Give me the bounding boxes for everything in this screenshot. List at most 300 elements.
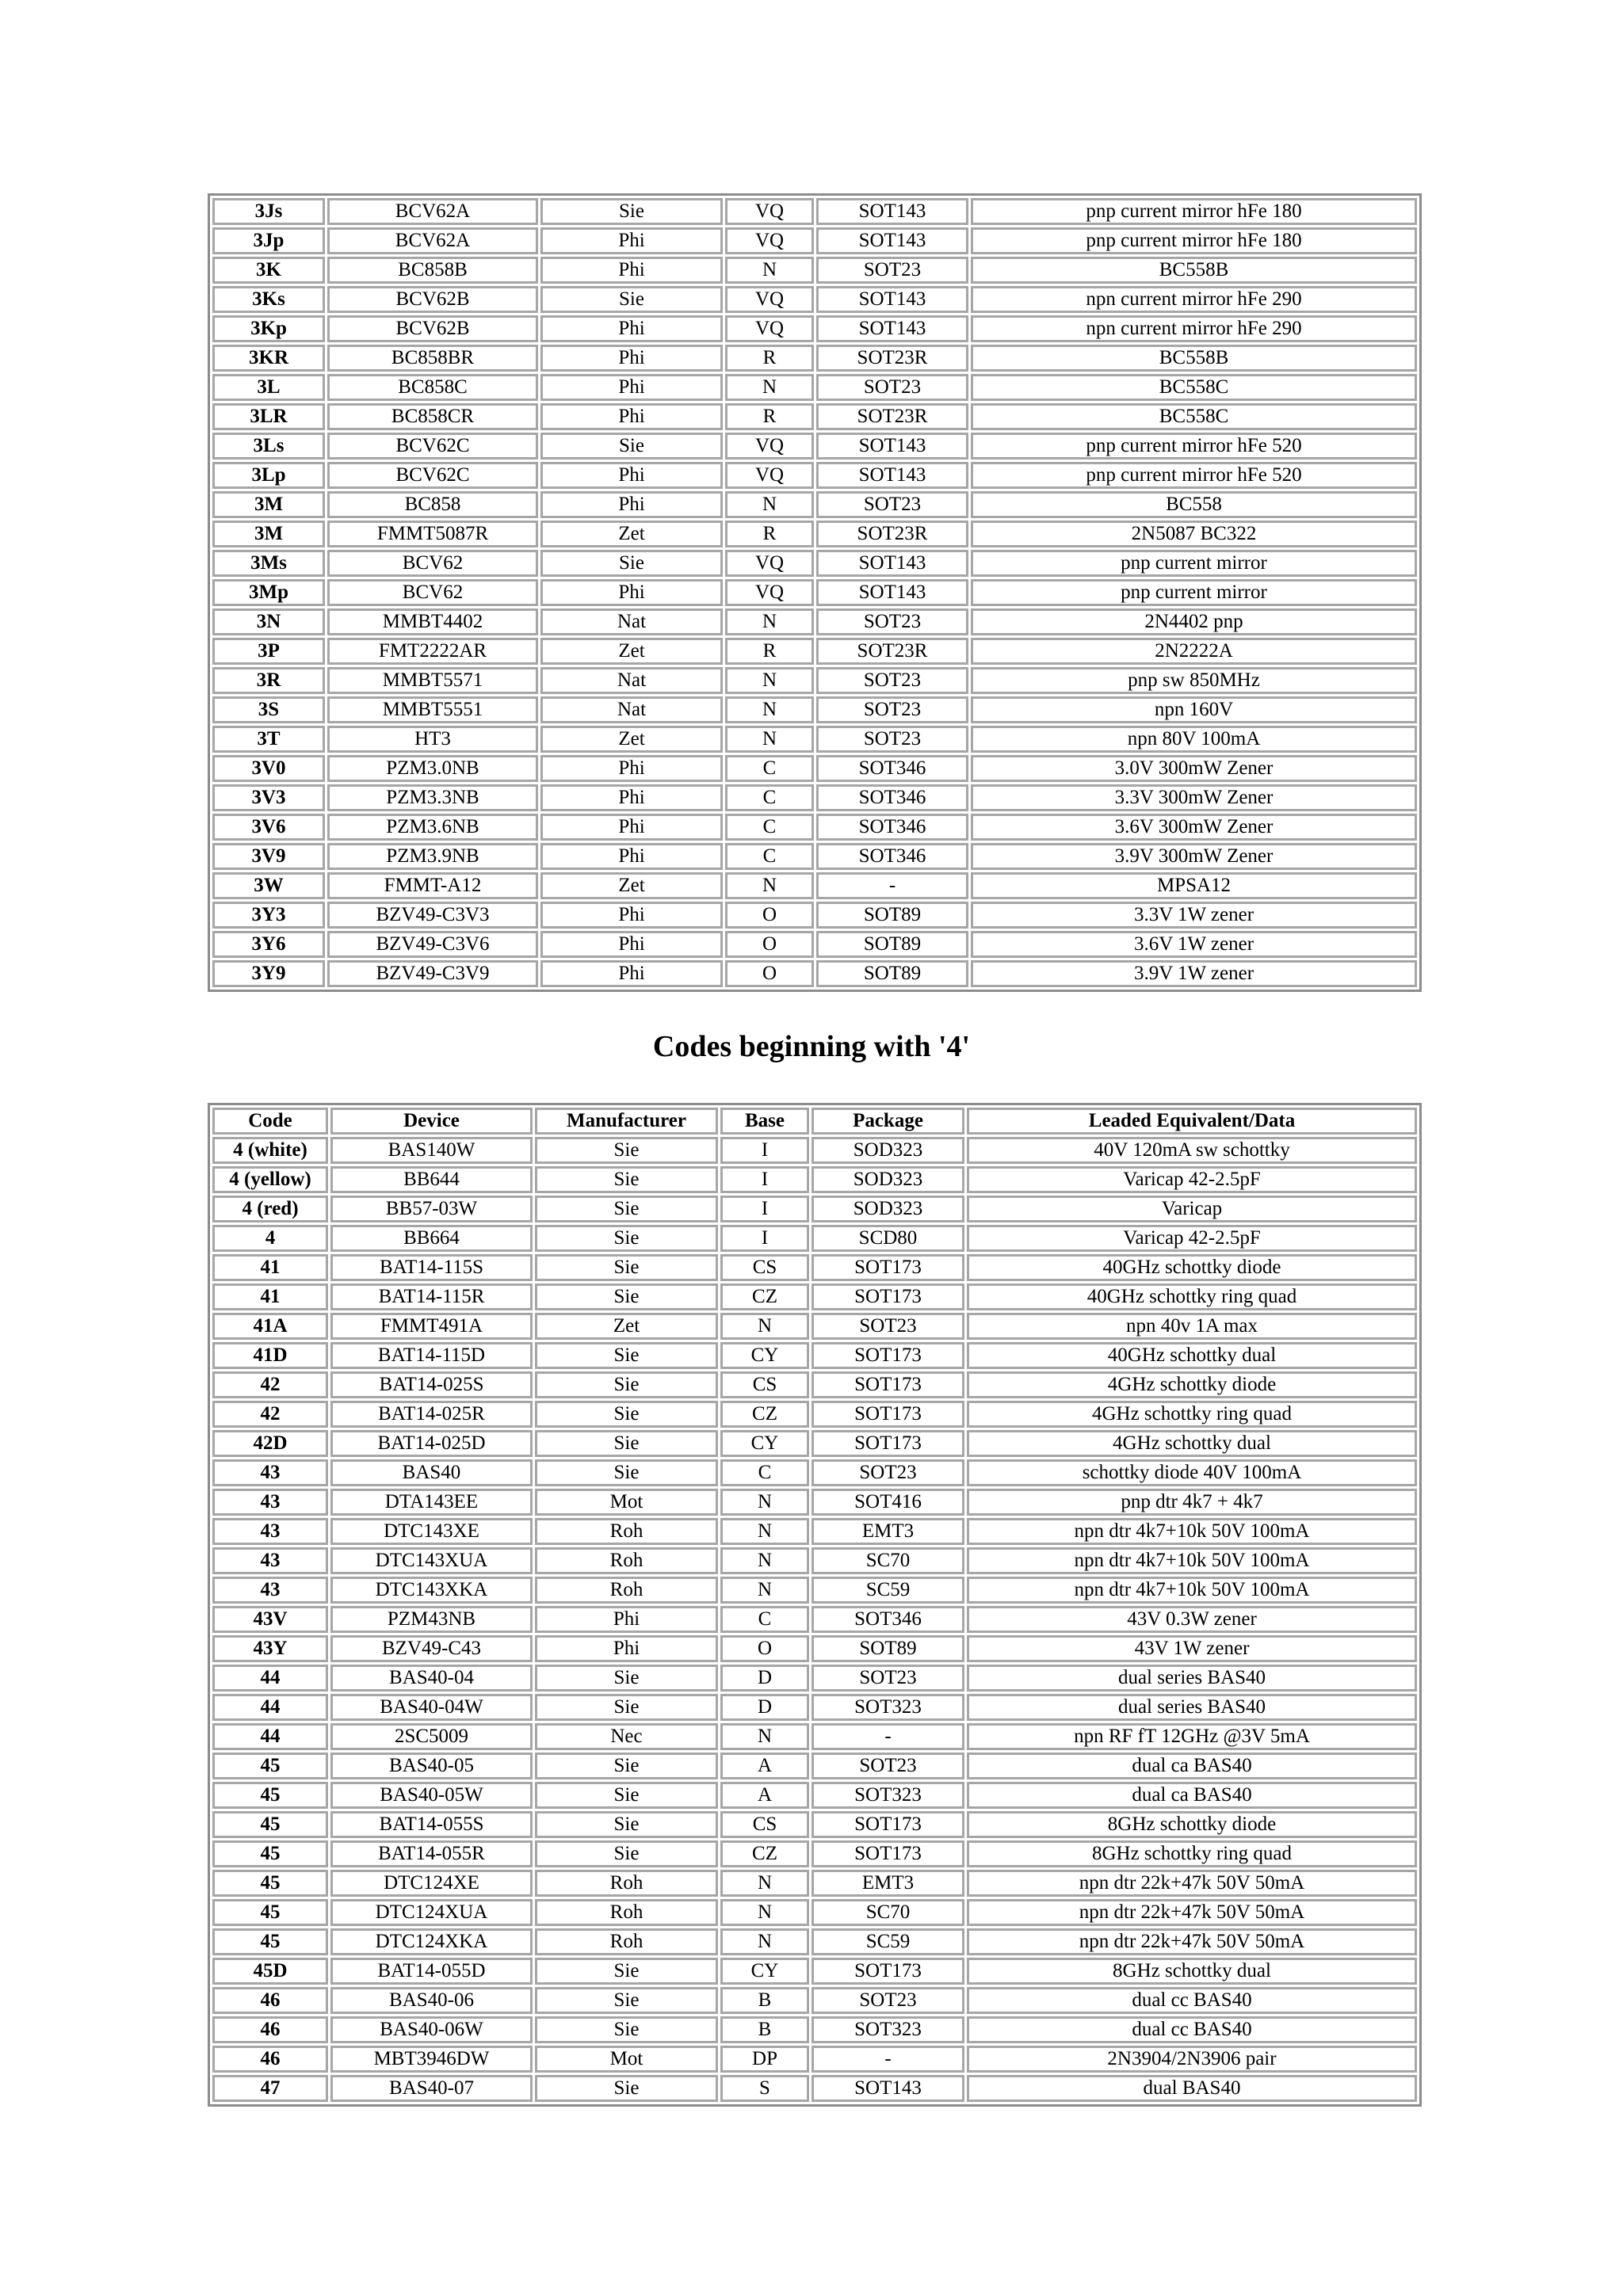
code-cell: 3Ms [212, 550, 325, 577]
code-cell: 45 [212, 1928, 328, 1955]
table-row [212, 608, 1417, 635]
base-cell: I [720, 1225, 809, 1252]
code-cell: 3Mp [212, 579, 325, 606]
table-row [212, 814, 1417, 841]
base-cell: O [725, 960, 814, 987]
package-cell: SOT89 [816, 960, 968, 987]
device-cell: DTA143EE [330, 1489, 533, 1516]
code-cell: 41 [212, 1283, 328, 1310]
package-cell: SOT416 [812, 1489, 964, 1516]
device-cell: BAS40-06 [330, 1987, 533, 2014]
package-cell: SOT173 [812, 1254, 964, 1281]
table-row [212, 286, 1417, 313]
package-cell: SOT143 [816, 315, 968, 342]
package-cell: SOT23 [816, 374, 968, 401]
table-row [212, 667, 1417, 694]
package-cell: SOT143 [816, 198, 968, 225]
leaded-equivalent-cell: 2N5087 BC322 [971, 521, 1417, 547]
device-cell: DTC143XE [330, 1518, 533, 1545]
base-cell: R [725, 403, 814, 430]
manufacturer-cell: Sie [535, 1371, 718, 1398]
base-cell: CZ [720, 1401, 809, 1428]
manufacturer-cell: Sie [540, 198, 723, 225]
table-row [212, 1723, 1417, 1750]
manufacturer-cell: Roh [535, 1870, 718, 1897]
base-cell: N [725, 696, 814, 723]
device-cell: BAS40-04 [330, 1665, 533, 1691]
table-row [212, 315, 1417, 342]
codes-table-4 [208, 1103, 1422, 2107]
leaded-equivalent-cell: npn dtr 22k+47k 50V 50mA [967, 1870, 1417, 1897]
device-cell: FMMT491A [330, 1313, 533, 1340]
table-row [212, 198, 1417, 225]
package-cell: SOT346 [816, 814, 968, 841]
package-cell: SOT173 [812, 1430, 964, 1457]
table-row [212, 1811, 1417, 1838]
base-cell: N [725, 667, 814, 694]
code-cell: 46 [212, 2016, 328, 2043]
package-cell: SOT89 [816, 931, 968, 958]
leaded-equivalent-cell: dual BAS40 [967, 2075, 1417, 2102]
manufacturer-cell: Mot [535, 1489, 718, 1516]
base-cell: CZ [720, 1283, 809, 1310]
code-cell: 44 [212, 1694, 328, 1721]
table-row [212, 1430, 1417, 1457]
package-cell: SOT23 [812, 1313, 964, 1340]
code-cell: 46 [212, 1987, 328, 2014]
table-row [212, 1401, 1417, 1428]
package-cell: SOT143 [816, 462, 968, 489]
code-cell: 41A [212, 1313, 328, 1340]
package-cell: SC59 [812, 1928, 964, 1955]
base-cell: R [725, 345, 814, 372]
manufacturer-cell: Sie [535, 1694, 718, 1721]
leaded-equivalent-cell: BC558 [971, 491, 1417, 518]
code-cell: 3Y9 [212, 960, 325, 987]
device-cell: BB664 [330, 1225, 533, 1252]
package-cell: SOT143 [816, 227, 968, 254]
leaded-equivalent-cell: BC558B [971, 345, 1417, 372]
table-header [212, 1108, 1417, 1135]
code-cell: 3Ks [212, 286, 325, 313]
manufacturer-cell: Nat [540, 696, 723, 723]
column-header-package: Package [812, 1108, 964, 1135]
device-cell: BAS140W [330, 1137, 533, 1164]
code-cell: 3Ls [212, 433, 325, 460]
manufacturer-cell: Sie [540, 433, 723, 460]
table-header-row [212, 1108, 1417, 1135]
leaded-equivalent-cell: npn 40v 1A max [967, 1313, 1417, 1340]
package-cell: SOT89 [816, 902, 968, 929]
manufacturer-cell: Sie [535, 1254, 718, 1281]
code-cell: 45 [212, 1840, 328, 1867]
code-cell: 3KR [212, 345, 325, 372]
manufacturer-cell: Zet [540, 521, 723, 547]
device-cell: BAT14-025S [330, 1371, 533, 1398]
code-cell: 3Y6 [212, 931, 325, 958]
base-cell: C [725, 755, 814, 782]
leaded-equivalent-cell: Varicap [967, 1196, 1417, 1222]
table-row [212, 403, 1417, 430]
leaded-equivalent-cell: pnp current mirror [971, 579, 1417, 606]
leaded-equivalent-cell: 40GHz schottky dual [967, 1342, 1417, 1369]
code-cell: 44 [212, 1723, 328, 1750]
device-cell: BB644 [330, 1166, 533, 1193]
base-cell: N [720, 1489, 809, 1516]
table-row [212, 960, 1417, 987]
table-row [212, 1577, 1417, 1604]
base-cell: N [725, 726, 814, 753]
base-cell: C [725, 814, 814, 841]
code-cell: 3S [212, 696, 325, 723]
leaded-equivalent-cell: 4GHz schottky diode [967, 1371, 1417, 1398]
leaded-equivalent-cell: 8GHz schottky diode [967, 1811, 1417, 1838]
base-cell: VQ [725, 198, 814, 225]
base-cell: N [720, 1577, 809, 1604]
device-cell: MMBT5571 [327, 667, 538, 694]
package-cell: SC70 [812, 1899, 964, 1926]
leaded-equivalent-cell: 43V 1W zener [967, 1635, 1417, 1662]
code-cell: 43 [212, 1459, 328, 1486]
base-cell: VQ [725, 315, 814, 342]
table-row [212, 579, 1417, 606]
device-cell: BC858B [327, 257, 538, 284]
manufacturer-cell: Roh [535, 1547, 718, 1574]
manufacturer-cell: Sie [535, 2075, 718, 2102]
table-row [212, 1196, 1417, 1222]
base-cell: O [725, 902, 814, 929]
leaded-equivalent-cell: dual cc BAS40 [967, 1987, 1417, 2014]
table-row [212, 1518, 1417, 1545]
package-cell: SOT23R [816, 403, 968, 430]
table-row [212, 931, 1417, 958]
leaded-equivalent-cell: pnp sw 850MHz [971, 667, 1417, 694]
device-cell: FMMT5087R [327, 521, 538, 547]
table-row [212, 726, 1417, 753]
table-row [212, 1342, 1417, 1369]
device-cell: BAS40-04W [330, 1694, 533, 1721]
device-cell: PZM3.6NB [327, 814, 538, 841]
manufacturer-cell: Zet [540, 872, 723, 899]
table-row [212, 755, 1417, 782]
table-row [212, 1313, 1417, 1340]
base-cell: N [725, 257, 814, 284]
base-cell: CS [720, 1371, 809, 1398]
manufacturer-cell: Sie [535, 1753, 718, 1779]
table-row [212, 2016, 1417, 2043]
base-cell: N [720, 1723, 809, 1750]
code-cell: 3V9 [212, 843, 325, 870]
base-cell: CZ [720, 1840, 809, 1867]
package-cell: SOT23 [816, 608, 968, 635]
manufacturer-cell: Phi [540, 960, 723, 987]
leaded-equivalent-cell: dual ca BAS40 [967, 1782, 1417, 1809]
base-cell: I [720, 1166, 809, 1193]
code-cell: 43 [212, 1577, 328, 1604]
package-cell: SOT143 [816, 286, 968, 313]
base-cell: N [720, 1928, 809, 1955]
code-cell: 3Js [212, 198, 325, 225]
package-cell: SCD80 [812, 1225, 964, 1252]
code-cell: 3M [212, 491, 325, 518]
table-row [212, 462, 1417, 489]
device-cell: BAT14-115S [330, 1254, 533, 1281]
code-cell: 42 [212, 1401, 328, 1428]
leaded-equivalent-cell: npn dtr 22k+47k 50V 50mA [967, 1899, 1417, 1926]
leaded-equivalent-cell: pnp current mirror hFe 520 [971, 462, 1417, 489]
package-cell: SOT323 [812, 1694, 964, 1721]
manufacturer-cell: Sie [535, 1782, 718, 1809]
manufacturer-cell: Phi [540, 755, 723, 782]
manufacturer-cell: Phi [540, 814, 723, 841]
codes-table-4-body [212, 1137, 1417, 2102]
package-cell: SOT323 [812, 2016, 964, 2043]
base-cell: N [720, 1313, 809, 1340]
manufacturer-cell: Sie [535, 1840, 718, 1867]
package-cell: SOT89 [812, 1635, 964, 1662]
table-row [212, 1782, 1417, 1809]
manufacturer-cell: Sie [535, 1665, 718, 1691]
table-row [212, 1371, 1417, 1398]
manufacturer-cell: Sie [540, 286, 723, 313]
leaded-equivalent-cell: 3.0V 300mW Zener [971, 755, 1417, 782]
base-cell: C [725, 843, 814, 870]
package-cell: SOD323 [812, 1166, 964, 1193]
code-cell: 4 (red) [212, 1196, 328, 1222]
table-row [212, 521, 1417, 547]
leaded-equivalent-cell: pnp current mirror hFe 180 [971, 227, 1417, 254]
leaded-equivalent-cell: 40V 120mA sw schottky [967, 1137, 1417, 1164]
table-row [212, 638, 1417, 665]
leaded-equivalent-cell: Varicap 42-2.5pF [967, 1166, 1417, 1193]
table-row [212, 1459, 1417, 1486]
manufacturer-cell: Phi [540, 227, 723, 254]
device-cell: BCV62C [327, 462, 538, 489]
base-cell: N [720, 1870, 809, 1897]
code-cell: 3V3 [212, 784, 325, 811]
package-cell: SC59 [812, 1577, 964, 1604]
package-cell: SOT346 [816, 784, 968, 811]
code-cell: 45 [212, 1782, 328, 1809]
table-row [212, 374, 1417, 401]
table-row [212, 1137, 1417, 1164]
leaded-equivalent-cell: dual ca BAS40 [967, 1753, 1417, 1779]
device-cell: PZM3.3NB [327, 784, 538, 811]
table-row [212, 1283, 1417, 1310]
code-cell: 3Lp [212, 462, 325, 489]
leaded-equivalent-cell: 2N3904/2N3906 pair [967, 2046, 1417, 2073]
code-cell: 3Y3 [212, 902, 325, 929]
package-cell: SOT23 [812, 1665, 964, 1691]
device-cell: DTC143XKA [330, 1577, 533, 1604]
code-cell: 4 (white) [212, 1137, 328, 1164]
code-cell: 46 [212, 2046, 328, 2073]
code-cell: 47 [212, 2075, 328, 2102]
base-cell: VQ [725, 227, 814, 254]
manufacturer-cell: Roh [535, 1518, 718, 1545]
device-cell: BCV62 [327, 550, 538, 577]
device-cell: BZV49-C43 [330, 1635, 533, 1662]
leaded-equivalent-cell: MPSA12 [971, 872, 1417, 899]
package-cell: SOT346 [812, 1606, 964, 1633]
leaded-equivalent-cell: 43V 0.3W zener [967, 1606, 1417, 1633]
device-cell: 2SC5009 [330, 1723, 533, 1750]
leaded-equivalent-cell: dual series BAS40 [967, 1665, 1417, 1691]
device-cell: MMBT5551 [327, 696, 538, 723]
base-cell: CS [720, 1254, 809, 1281]
manufacturer-cell: Phi [540, 902, 723, 929]
leaded-equivalent-cell: 4GHz schottky dual [967, 1430, 1417, 1457]
base-cell: C [725, 784, 814, 811]
base-cell: CY [720, 1430, 809, 1457]
code-cell: 3T [212, 726, 325, 753]
package-cell: SOT323 [812, 1782, 964, 1809]
base-cell: VQ [725, 550, 814, 577]
base-cell: C [720, 1606, 809, 1633]
manufacturer-cell: Sie [535, 1987, 718, 2014]
column-header-leaded-equivalent: Leaded Equivalent/Data [967, 1108, 1417, 1135]
package-cell: SOT173 [812, 1342, 964, 1369]
table-row [212, 1489, 1417, 1516]
device-cell: MMBT4402 [327, 608, 538, 635]
leaded-equivalent-cell: npn 160V [971, 696, 1417, 723]
manufacturer-cell: Phi [540, 462, 723, 489]
leaded-equivalent-cell: 3.6V 1W zener [971, 931, 1417, 958]
package-cell: SOT23 [812, 1459, 964, 1486]
leaded-equivalent-cell: pnp current mirror [971, 550, 1417, 577]
base-cell: B [720, 1987, 809, 2014]
package-cell: SC70 [812, 1547, 964, 1574]
device-cell: BC858 [327, 491, 538, 518]
base-cell: D [720, 1665, 809, 1691]
code-cell: 3N [212, 608, 325, 635]
leaded-equivalent-cell: npn 80V 100mA [971, 726, 1417, 753]
table-row [212, 1665, 1417, 1691]
table-row [212, 843, 1417, 870]
leaded-equivalent-cell: Varicap 42-2.5pF [967, 1225, 1417, 1252]
base-cell: VQ [725, 433, 814, 460]
device-cell: BAS40-05W [330, 1782, 533, 1809]
manufacturer-cell: Nat [540, 608, 723, 635]
device-cell: FMT2222AR [327, 638, 538, 665]
package-cell: SOT173 [812, 1283, 964, 1310]
table-row [212, 550, 1417, 577]
device-cell: BAT14-055R [330, 1840, 533, 1867]
package-cell: SOT143 [816, 550, 968, 577]
table-row [212, 2046, 1417, 2073]
package-cell: SOT346 [816, 843, 968, 870]
table-row [212, 696, 1417, 723]
manufacturer-cell: Sie [535, 1958, 718, 1985]
package-cell: SOT23R [816, 638, 968, 665]
manufacturer-cell: Zet [540, 638, 723, 665]
code-cell: 41 [212, 1254, 328, 1281]
package-cell: SOT23 [816, 257, 968, 284]
package-cell: SOT23 [816, 491, 968, 518]
manufacturer-cell: Sie [535, 2016, 718, 2043]
leaded-equivalent-cell: 3.9V 1W zener [971, 960, 1417, 987]
leaded-equivalent-cell: 40GHz schottky ring quad [967, 1283, 1417, 1310]
device-cell: DTC124XKA [330, 1928, 533, 1955]
package-cell: - [816, 872, 968, 899]
code-cell: 41D [212, 1342, 328, 1369]
leaded-equivalent-cell: pnp current mirror hFe 520 [971, 433, 1417, 460]
device-cell: BZV49-C3V6 [327, 931, 538, 958]
leaded-equivalent-cell: npn current mirror hFe 290 [971, 315, 1417, 342]
leaded-equivalent-cell: 8GHz schottky dual [967, 1958, 1417, 1985]
manufacturer-cell: Phi [540, 931, 723, 958]
package-cell: SOT23 [816, 696, 968, 723]
code-cell: 3L [212, 374, 325, 401]
table-row [212, 1635, 1417, 1662]
package-cell: SOT23R [816, 345, 968, 372]
leaded-equivalent-cell: schottky diode 40V 100mA [967, 1459, 1417, 1486]
manufacturer-cell: Zet [535, 1313, 718, 1340]
leaded-equivalent-cell: 8GHz schottky ring quad [967, 1840, 1417, 1867]
device-cell: BB57-03W [330, 1196, 533, 1222]
manufacturer-cell: Phi [535, 1635, 718, 1662]
code-cell: 3M [212, 521, 325, 547]
base-cell: N [725, 491, 814, 518]
base-cell: VQ [725, 286, 814, 313]
manufacturer-cell: Sie [535, 1401, 718, 1428]
device-cell: BC858BR [327, 345, 538, 372]
leaded-equivalent-cell: 4GHz schottky ring quad [967, 1401, 1417, 1428]
manufacturer-cell: Sie [535, 1137, 718, 1164]
leaded-equivalent-cell: 2N2222A [971, 638, 1417, 665]
device-cell: PZM43NB [330, 1606, 533, 1633]
package-cell: SOT23 [816, 667, 968, 694]
base-cell: CY [720, 1342, 809, 1369]
package-cell: SOT143 [816, 579, 968, 606]
manufacturer-cell: Sie [535, 1811, 718, 1838]
base-cell: N [725, 872, 814, 899]
leaded-equivalent-cell: 3.6V 300mW Zener [971, 814, 1417, 841]
table-row [212, 1899, 1417, 1926]
device-cell: BCV62C [327, 433, 538, 460]
manufacturer-cell: Sie [540, 550, 723, 577]
column-header-manufacturer: Manufacturer [535, 1108, 718, 1135]
leaded-equivalent-cell: npn dtr 4k7+10k 50V 100mA [967, 1547, 1417, 1574]
base-cell: VQ [725, 579, 814, 606]
device-cell: BAT14-025R [330, 1401, 533, 1428]
code-cell: 45 [212, 1899, 328, 1926]
device-cell: BC858CR [327, 403, 538, 430]
manufacturer-cell: Nec [535, 1723, 718, 1750]
leaded-equivalent-cell: 3.3V 1W zener [971, 902, 1417, 929]
code-cell: 43 [212, 1518, 328, 1545]
package-cell: EMT3 [812, 1518, 964, 1545]
code-cell: 3Kp [212, 315, 325, 342]
table-row [212, 902, 1417, 929]
package-cell: SOT173 [812, 1958, 964, 1985]
table-row [212, 784, 1417, 811]
base-cell: D [720, 1694, 809, 1721]
table-row [212, 1606, 1417, 1633]
table-row [212, 1254, 1417, 1281]
code-cell: 3V0 [212, 755, 325, 782]
package-cell: SOT346 [816, 755, 968, 782]
manufacturer-cell: Roh [535, 1899, 718, 1926]
manufacturer-cell: Phi [540, 374, 723, 401]
leaded-equivalent-cell: 40GHz schottky diode [967, 1254, 1417, 1281]
code-cell: 4 (yellow) [212, 1166, 328, 1193]
table-row [212, 1870, 1417, 1897]
base-cell: DP [720, 2046, 809, 2073]
package-cell: SOT173 [812, 1401, 964, 1428]
device-cell: PZM3.0NB [327, 755, 538, 782]
leaded-equivalent-cell: 3.9V 300mW Zener [971, 843, 1417, 870]
